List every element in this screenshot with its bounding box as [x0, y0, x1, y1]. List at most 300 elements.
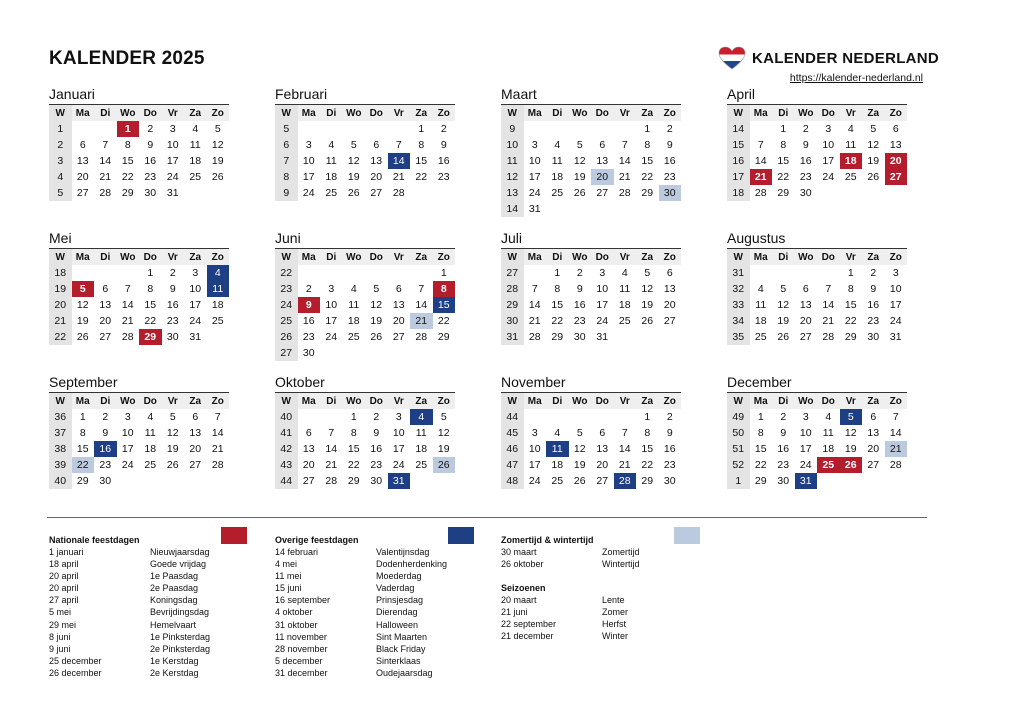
- week-row: [49, 137, 229, 153]
- legend-date: 26 oktober: [501, 559, 544, 570]
- day-cell: 29: [844, 331, 857, 343]
- day-cell: 2: [305, 283, 312, 295]
- empty-cell: [139, 473, 162, 489]
- month-name: April: [727, 86, 756, 102]
- day-cell: 8: [644, 139, 651, 151]
- weekday-header: [275, 105, 455, 121]
- weekday-label: Zo: [437, 107, 450, 119]
- day-cell: 26: [76, 331, 89, 343]
- empty-cell: [298, 265, 321, 281]
- week-number: 31: [727, 265, 750, 281]
- day-cell: 24: [302, 187, 315, 199]
- divider: [47, 517, 927, 518]
- legend-date: 11 mei: [275, 571, 302, 582]
- week-row: [49, 153, 229, 169]
- day-cell: 25: [211, 315, 224, 327]
- legend-name: Koningsdag: [150, 595, 198, 606]
- empty-cell: [636, 201, 659, 217]
- weekday-label: Di: [100, 251, 111, 263]
- week-number: 36: [49, 409, 72, 425]
- empty-cell: [162, 473, 185, 489]
- weekday-label: Wo: [120, 107, 136, 119]
- day-cell: 17: [121, 443, 134, 455]
- week-row: [49, 169, 229, 185]
- week-row: [49, 441, 229, 457]
- day-cell: 26: [573, 475, 586, 487]
- day-cell: 12: [573, 443, 586, 455]
- day-cell: 30: [370, 475, 383, 487]
- day-cell: 5: [214, 123, 221, 135]
- legend-item: [49, 582, 249, 594]
- day-cell: 3: [599, 267, 606, 279]
- day-cell: 28: [528, 331, 541, 343]
- day-cell: 23: [663, 171, 676, 183]
- month-name: Maart: [501, 86, 537, 102]
- day-cell: 13: [392, 299, 405, 311]
- day-cell: 14: [618, 155, 631, 167]
- day-cell: 29: [641, 187, 654, 199]
- weekday-label: Wo: [572, 107, 588, 119]
- day-cell: 15: [551, 299, 564, 311]
- day-cell: 20: [392, 315, 405, 327]
- legend-item: [501, 558, 701, 570]
- day-cell: 21: [618, 459, 631, 471]
- day-cell: 8: [780, 139, 787, 151]
- day-cell: 5: [870, 123, 877, 135]
- day-cell: 15: [347, 443, 360, 455]
- empty-cell: [410, 185, 433, 201]
- empty-cell: [388, 345, 411, 361]
- weekday-header: [727, 105, 907, 121]
- day-cell: 23: [573, 315, 586, 327]
- weekday-label: Wo: [572, 395, 588, 407]
- week-row: [501, 457, 681, 473]
- day-cell: 5: [169, 411, 176, 423]
- empty-cell: [433, 345, 456, 361]
- weekday-header: [727, 249, 907, 265]
- week-number: 29: [501, 297, 524, 313]
- day-cell: 5: [72, 281, 95, 297]
- day-cell: 15: [844, 299, 857, 311]
- weekday-label: Vr: [845, 395, 856, 407]
- day-cell: 14: [754, 155, 767, 167]
- weekday-label: Za: [189, 251, 202, 263]
- day-cell: 22: [844, 315, 857, 327]
- empty-cell: [72, 121, 95, 137]
- day-cell: 12: [76, 299, 89, 311]
- week-number: 24: [275, 297, 298, 313]
- legend-item: [501, 606, 701, 618]
- day-cell: 30: [166, 331, 179, 343]
- day-cell: 13: [596, 155, 609, 167]
- week-number: 39: [49, 457, 72, 473]
- empty-cell: [343, 121, 366, 137]
- day-cell: 25: [415, 459, 428, 471]
- week-row: [275, 185, 455, 201]
- week-row: [501, 281, 681, 297]
- weekday-label: Zo: [663, 395, 676, 407]
- legend-date: 11 november: [275, 631, 327, 642]
- week-row: [501, 137, 681, 153]
- weekday-label: Vr: [167, 395, 178, 407]
- day-cell: 4: [207, 265, 230, 281]
- empty-cell: [817, 185, 840, 201]
- day-cell: 21: [822, 315, 835, 327]
- week-row: [727, 409, 907, 425]
- empty-cell: [885, 473, 908, 489]
- day-cell: 7: [621, 139, 628, 151]
- day-cell: 1: [780, 123, 787, 135]
- empty-cell: [614, 201, 637, 217]
- weekday-label: Ma: [527, 107, 542, 119]
- empty-cell: [388, 265, 411, 281]
- day-cell: 17: [889, 299, 902, 311]
- week-row: [501, 473, 681, 489]
- day-cell: 20: [76, 171, 89, 183]
- day-cell: 10: [799, 427, 812, 439]
- week-header: W: [501, 249, 524, 265]
- empty-cell: [546, 409, 569, 425]
- week-number: 22: [275, 265, 298, 281]
- week-row: [275, 137, 455, 153]
- day-cell: 2: [147, 123, 154, 135]
- month-name: Augustus: [727, 230, 786, 246]
- week-row: [727, 313, 907, 329]
- day-cell: 12: [867, 139, 880, 151]
- week-row: [727, 297, 907, 313]
- week-number: 14: [501, 201, 524, 217]
- day-cell: 22: [144, 315, 157, 327]
- week-row: [275, 265, 455, 281]
- legend-date: 21 juni: [501, 607, 528, 618]
- week-header: W: [49, 393, 72, 409]
- weekday-label: Wo: [120, 395, 136, 407]
- day-cell: 3: [192, 267, 199, 279]
- weekday-label: Vr: [619, 251, 630, 263]
- legend-item: [275, 619, 475, 631]
- month-februari: [275, 86, 455, 201]
- weekday-header: [501, 393, 681, 409]
- legend-date: 5 december: [275, 655, 323, 666]
- weekday-label: Vr: [845, 107, 856, 119]
- day-cell: 1: [644, 123, 651, 135]
- day-cell: 26: [777, 331, 790, 343]
- month-name: September: [49, 374, 118, 390]
- empty-cell: [410, 265, 433, 281]
- day-cell: 18: [840, 153, 863, 169]
- legend-name: Zomertijd: [602, 547, 640, 557]
- day-cell: 9: [373, 427, 380, 439]
- day-cell: 31: [889, 331, 902, 343]
- month-grid: [727, 248, 907, 345]
- week-row: [275, 409, 455, 425]
- week-row: [727, 473, 907, 489]
- day-cell: 31: [795, 473, 818, 489]
- day-cell: 6: [802, 283, 809, 295]
- week-row: [275, 169, 455, 185]
- empty-cell: [659, 201, 682, 217]
- week-number: 37: [49, 425, 72, 441]
- day-cell: 17: [799, 443, 812, 455]
- day-cell: 15: [641, 155, 654, 167]
- day-cell: 4: [757, 283, 764, 295]
- day-cell: 14: [99, 155, 112, 167]
- weekday-label: Vr: [393, 395, 404, 407]
- day-cell: 18: [211, 299, 224, 311]
- week-number: 48: [501, 473, 524, 489]
- brand-logo: [718, 46, 939, 70]
- week-number: 2: [49, 137, 72, 153]
- day-cell: 28: [889, 459, 902, 471]
- day-cell: 8: [644, 427, 651, 439]
- month-grid: [727, 104, 907, 201]
- week-number: 9: [501, 121, 524, 137]
- week-number: 18: [49, 265, 72, 281]
- empty-cell: [817, 473, 840, 489]
- week-number: 15: [727, 137, 750, 153]
- week-row: [275, 425, 455, 441]
- day-cell: 6: [870, 411, 877, 423]
- legend-name: 2e Kerstdag: [150, 667, 199, 678]
- week-header: W: [501, 105, 524, 121]
- day-cell: 4: [410, 409, 433, 425]
- week-row: [501, 425, 681, 441]
- brand-name: KALENDER NEDERLAND: [752, 49, 940, 67]
- legend-date: 25 december: [49, 655, 102, 666]
- day-cell: 5: [576, 427, 583, 439]
- legend-name: Winter: [602, 631, 629, 642]
- day-cell: 12: [641, 283, 654, 295]
- legend-name: Oudejaarsdag: [376, 667, 433, 678]
- legend-item: [275, 606, 475, 618]
- empty-cell: [117, 265, 140, 281]
- day-cell: 9: [666, 427, 673, 439]
- day-cell: 23: [302, 331, 315, 343]
- week-row: [275, 329, 455, 345]
- day-cell: 14: [415, 299, 428, 311]
- day-cell: 3: [124, 411, 131, 423]
- day-cell: 12: [844, 427, 857, 439]
- day-cell: 8: [433, 281, 456, 297]
- empty-cell: [569, 409, 592, 425]
- day-cell: 9: [169, 283, 176, 295]
- day-cell: 21: [392, 171, 405, 183]
- day-cell: 27: [302, 475, 315, 487]
- weekday-label: Wo: [572, 251, 588, 263]
- day-cell: 11: [822, 427, 834, 439]
- weekday-label: Di: [778, 107, 789, 119]
- day-cell: 7: [825, 283, 832, 295]
- weekday-label: Vr: [167, 107, 178, 119]
- day-cell: 2: [102, 411, 109, 423]
- week-number: 40: [275, 409, 298, 425]
- day-cell: 10: [302, 155, 315, 167]
- day-cell: 26: [347, 187, 360, 199]
- empty-cell: [94, 121, 117, 137]
- legend-item: [275, 570, 475, 582]
- weekday-label: Vr: [619, 395, 630, 407]
- week-row: [275, 313, 455, 329]
- legend-item: [501, 594, 701, 606]
- legend-item: [501, 546, 701, 558]
- legend-name: Zomer: [602, 607, 629, 618]
- day-cell: 12: [777, 299, 790, 311]
- weekday-label: Za: [415, 251, 428, 263]
- day-cell: 29: [754, 475, 767, 487]
- day-cell: 22: [121, 171, 134, 183]
- legend-item: [275, 655, 475, 667]
- week-number: 41: [275, 425, 298, 441]
- week-number: 33: [727, 297, 750, 313]
- month-augustus: [727, 230, 907, 345]
- legend-name: Black Friday: [376, 643, 426, 654]
- day-cell: 25: [347, 331, 360, 343]
- day-cell: 22: [641, 459, 654, 471]
- day-cell: 10: [889, 283, 902, 295]
- day-cell: 17: [166, 155, 179, 167]
- weekday-label: Di: [326, 107, 337, 119]
- day-cell: 30: [799, 187, 812, 199]
- weekday-label: Za: [641, 107, 654, 119]
- day-cell: 15: [144, 299, 157, 311]
- day-cell: 26: [433, 457, 456, 473]
- day-cell: 18: [415, 443, 428, 455]
- day-cell: 18: [618, 299, 631, 311]
- empty-cell: [524, 265, 547, 281]
- day-cell: 25: [189, 171, 202, 183]
- day-cell: 21: [410, 313, 433, 329]
- day-cell: 26: [840, 457, 863, 473]
- day-cell: 22: [437, 315, 450, 327]
- week-row: [501, 169, 681, 185]
- week-number: 18: [727, 185, 750, 201]
- day-cell: 21: [211, 443, 224, 455]
- legend-date: 8 juni: [49, 631, 71, 642]
- day-cell: 23: [437, 171, 450, 183]
- day-cell: 20: [596, 459, 609, 471]
- day-cell: 2: [666, 411, 673, 423]
- week-row: [501, 153, 681, 169]
- day-cell: 21: [99, 171, 112, 183]
- empty-cell: [94, 265, 117, 281]
- day-cell: 22: [72, 457, 95, 473]
- day-cell: 2: [169, 267, 176, 279]
- day-cell: 24: [121, 459, 134, 471]
- day-cell: 1: [440, 267, 447, 279]
- weekday-label: Za: [641, 395, 654, 407]
- week-row: [501, 297, 681, 313]
- legend-item: [275, 546, 475, 558]
- day-cell: 5: [644, 267, 651, 279]
- day-cell: 12: [370, 299, 383, 311]
- day-cell: 26: [370, 331, 383, 343]
- day-cell: 7: [395, 139, 402, 151]
- day-cell: 3: [395, 411, 402, 423]
- legend-name: Dierendag: [376, 607, 418, 618]
- day-cell: 28: [211, 459, 224, 471]
- legend-item: [501, 630, 701, 642]
- day-cell: 6: [395, 283, 402, 295]
- day-cell: 8: [124, 139, 131, 151]
- day-cell: 30: [99, 475, 112, 487]
- day-cell: 27: [596, 475, 609, 487]
- week-row: [727, 185, 907, 201]
- day-cell: 1: [350, 411, 357, 423]
- week-number: 42: [275, 441, 298, 457]
- empty-cell: [591, 409, 614, 425]
- month-grid: [501, 104, 681, 217]
- day-cell: 12: [347, 155, 360, 167]
- day-cell: 14: [211, 427, 224, 439]
- weekday-label: Ma: [301, 251, 316, 263]
- week-row: [49, 185, 229, 201]
- day-cell: 10: [822, 139, 835, 151]
- day-cell: 26: [211, 171, 224, 183]
- week-row: [727, 329, 907, 345]
- weekday-label: Za: [867, 251, 880, 263]
- empty-cell: [524, 121, 547, 137]
- day-cell: 11: [546, 441, 569, 457]
- weekday-label: Zo: [211, 251, 224, 263]
- month-name: Februari: [275, 86, 328, 102]
- website-link[interactable]: https://kalender-nederland.nl: [789, 72, 923, 84]
- day-cell: 8: [554, 283, 561, 295]
- day-cell: 6: [373, 139, 380, 151]
- weekday-label: Do: [143, 107, 157, 119]
- day-cell: 22: [641, 171, 654, 183]
- legend-name: 2e Pinksterdag: [150, 643, 211, 654]
- day-cell: 1: [418, 123, 425, 135]
- day-cell: 11: [415, 427, 427, 439]
- weekday-label: Di: [552, 107, 563, 119]
- month-juli: [501, 230, 681, 345]
- day-cell: 2: [440, 123, 447, 135]
- day-cell: 13: [799, 299, 812, 311]
- day-cell: 25: [754, 331, 767, 343]
- day-cell: 16: [573, 299, 586, 311]
- weekday-header: [49, 393, 229, 409]
- weekday-label: Ma: [301, 395, 316, 407]
- empty-cell: [207, 473, 230, 489]
- day-cell: 10: [392, 427, 405, 439]
- day-cell: 7: [124, 283, 131, 295]
- page-title: KALENDER 2025: [49, 48, 205, 69]
- day-cell: 10: [189, 283, 202, 295]
- day-cell: 15: [754, 443, 767, 455]
- week-number: 28: [501, 281, 524, 297]
- week-number: 5: [49, 185, 72, 201]
- week-row: [727, 281, 907, 297]
- day-cell: 30: [302, 347, 315, 359]
- day-cell: 3: [328, 283, 335, 295]
- week-header: W: [501, 393, 524, 409]
- day-cell: 7: [418, 283, 425, 295]
- month-maart: [501, 86, 681, 217]
- week-header: W: [727, 393, 750, 409]
- weekday-label: Ma: [753, 107, 768, 119]
- legend-item: [275, 594, 475, 606]
- day-cell: 16: [94, 441, 117, 457]
- day-cell: 10: [121, 427, 134, 439]
- empty-cell: [750, 265, 773, 281]
- day-cell: 3: [825, 123, 832, 135]
- day-cell: 19: [573, 171, 586, 183]
- week-number: 8: [275, 169, 298, 185]
- day-cell: 14: [388, 153, 411, 169]
- day-cell: 13: [663, 283, 676, 295]
- empty-cell: [207, 185, 230, 201]
- day-cell: 11: [619, 283, 631, 295]
